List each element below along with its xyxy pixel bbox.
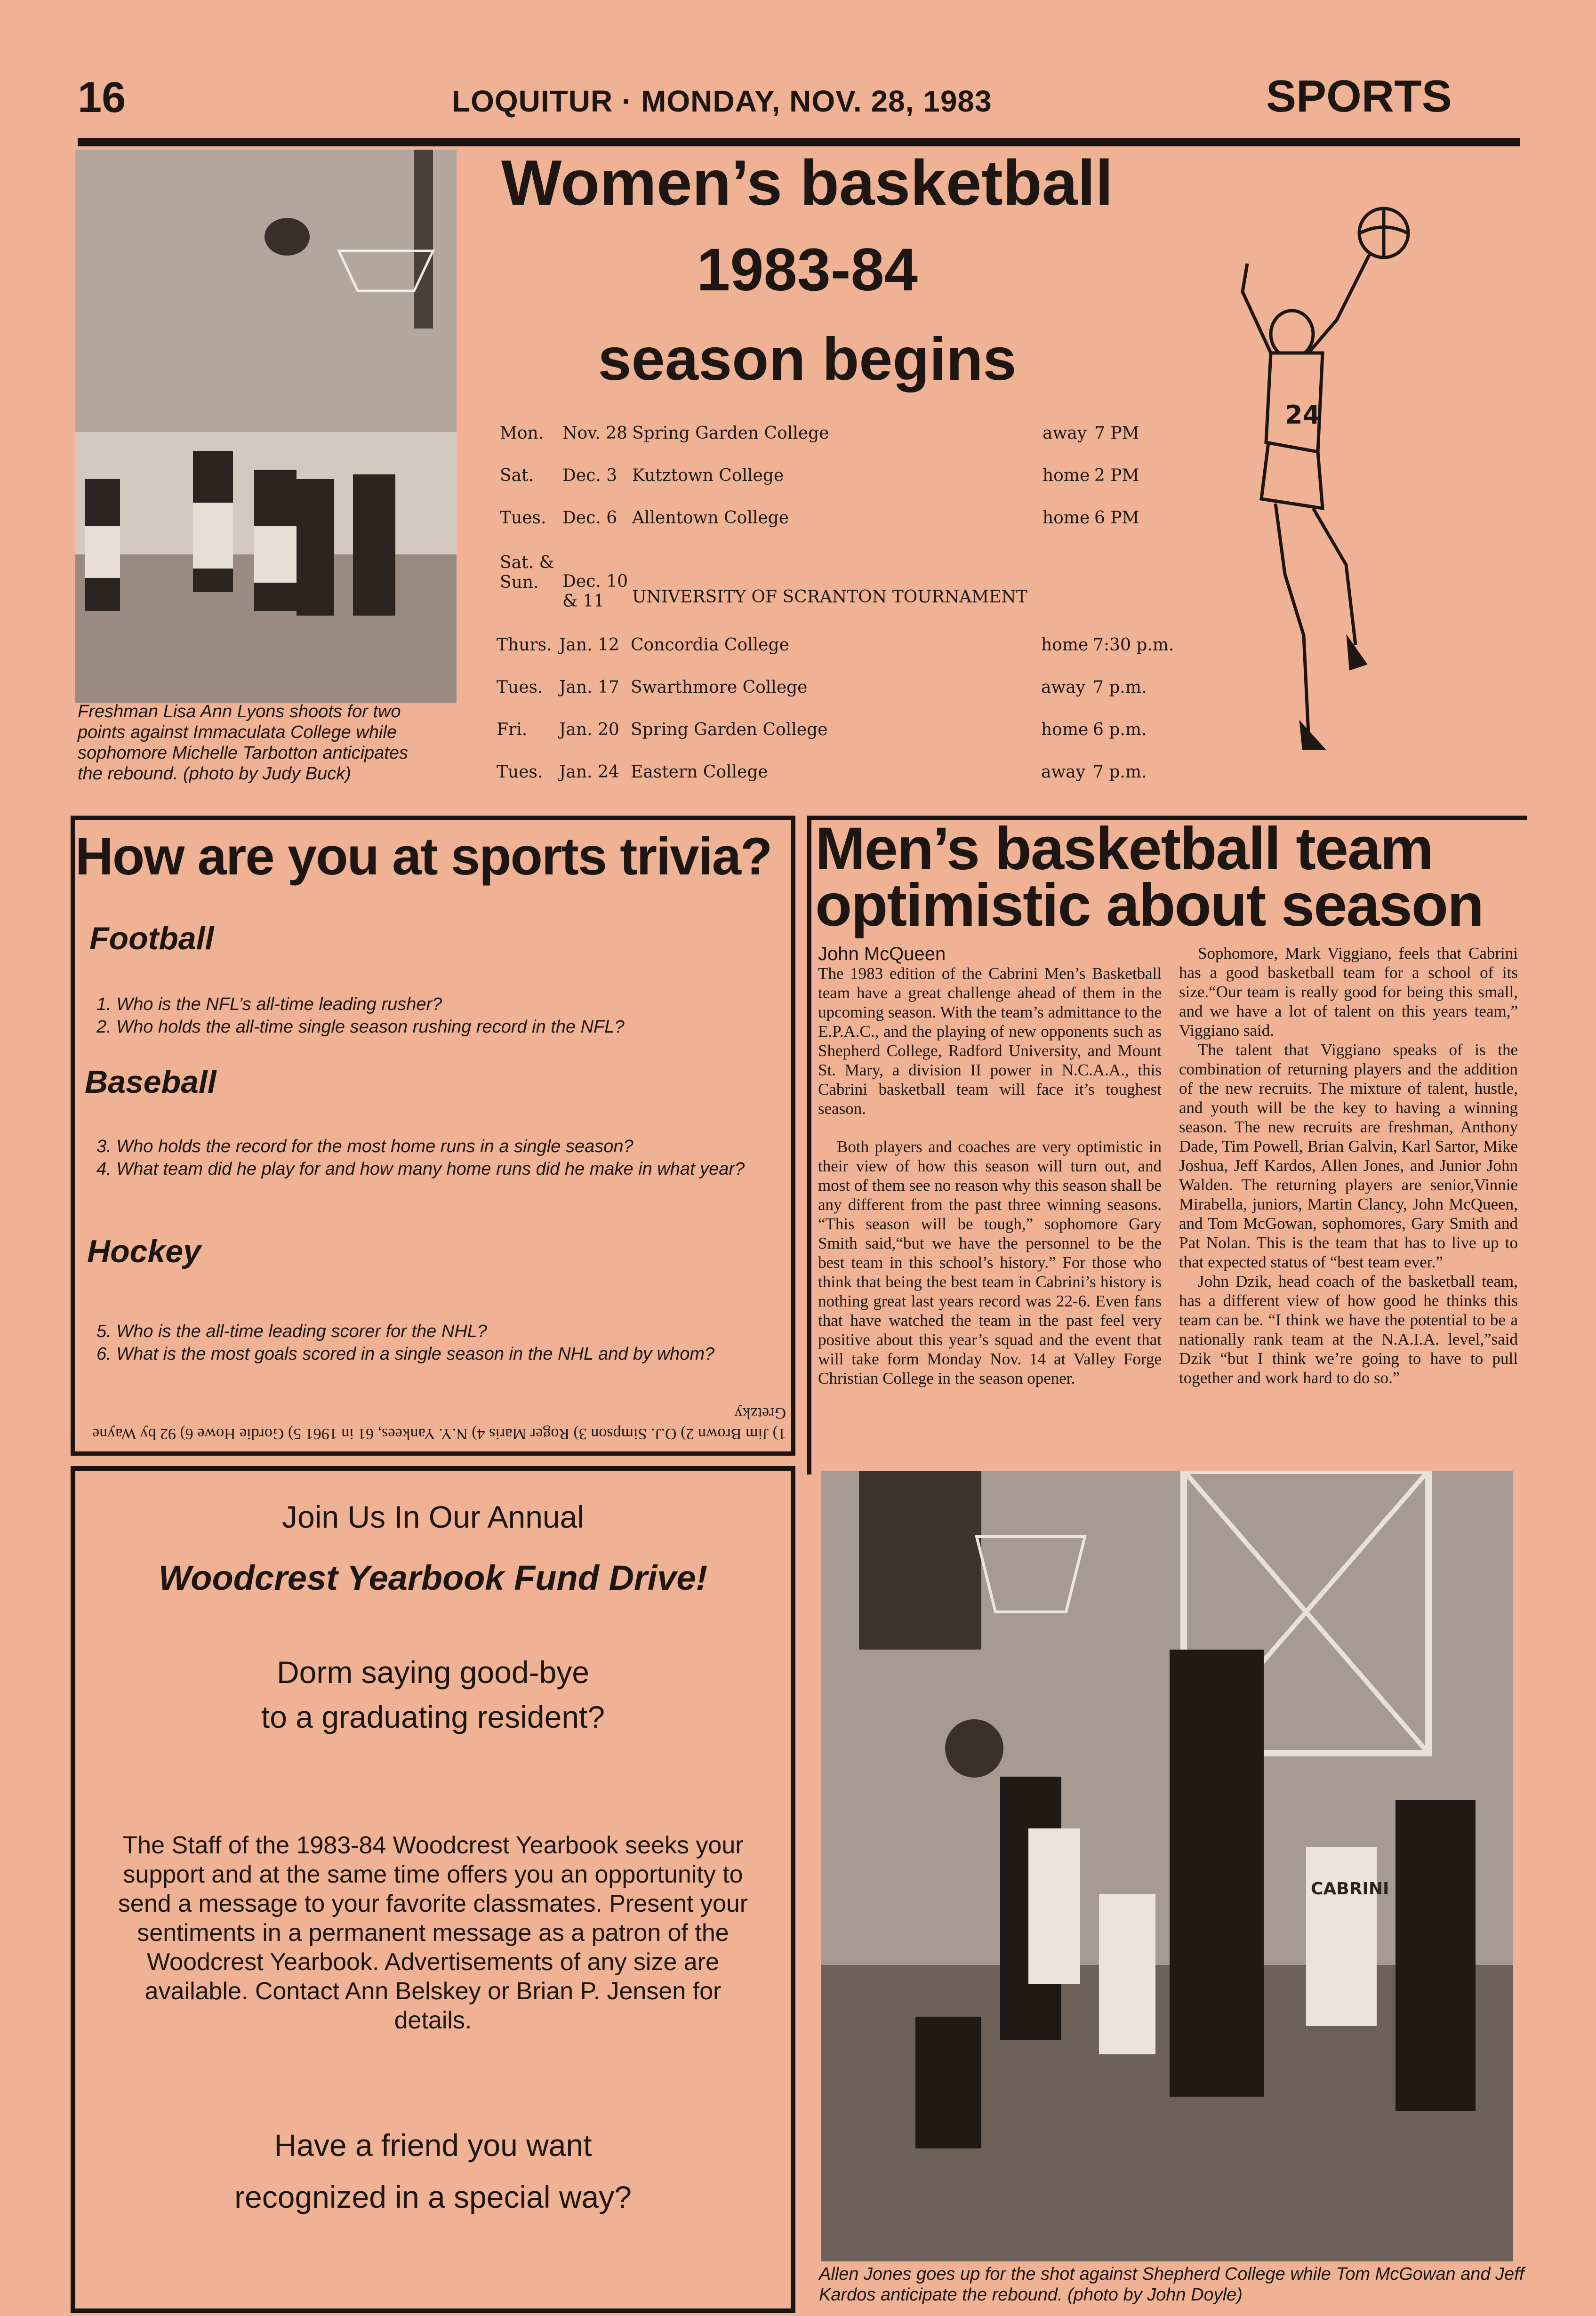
trivia-category-football: Football bbox=[89, 921, 214, 956]
schedule-date: Jan. 12 bbox=[559, 635, 619, 655]
schedule-day: Tues. bbox=[497, 762, 543, 782]
trivia-category-baseball: Baseball bbox=[85, 1064, 217, 1100]
schedule-time: 6 PM bbox=[1094, 508, 1139, 528]
men-game-photo bbox=[821, 1471, 1513, 2261]
men-headline-line2: optimistic about season bbox=[815, 872, 1484, 939]
schedule-time: 2 PM bbox=[1094, 466, 1139, 485]
trivia-question: 5. Who is the all-time leading scorer for the NHL? bbox=[96, 1322, 488, 1341]
trivia-headline: How are you at sports trivia? bbox=[75, 827, 772, 886]
schedule-date: Jan. 20 bbox=[559, 720, 619, 739]
men-article-column-1 bbox=[818, 964, 1162, 1388]
schedule-date: Jan. 24 bbox=[559, 762, 619, 782]
schedule-time: 6 p.m. bbox=[1093, 720, 1147, 739]
trivia-category-hockey: Hockey bbox=[87, 1234, 201, 1269]
ad-body: The Staff of the 1983-84 Woodcrest Yearbook seeks your support and at the same time offers you an opportunity to send a message to your favorite classmates. Present your sentiments in a permanent message as a patron of the Woodcrest Yearbook. Advertisements of any size are available. Contact Ann Belskey or Brian P. Jensen for details. bbox=[118, 1832, 748, 2034]
schedule-date: Dec. 10 & 11 bbox=[562, 572, 628, 611]
women-game-photo bbox=[75, 150, 457, 703]
ad-line-friend: Have a friend you want bbox=[274, 2128, 592, 2163]
schedule-date: Dec. 3 bbox=[562, 466, 618, 485]
schedule-where: away bbox=[1041, 678, 1086, 697]
ad-line-join: Join Us In Our Annual bbox=[281, 1499, 585, 1534]
women-headline-line3: season begins bbox=[598, 326, 1017, 393]
page-number: 16 bbox=[78, 73, 126, 121]
schedule-day: Sat. & Sun. bbox=[500, 553, 554, 592]
schedule-where: away bbox=[1043, 424, 1087, 443]
schedule-date: Dec. 6 bbox=[562, 508, 618, 528]
paragraph: The talent that Viggiano speaks of is the combination of returning players and the addition of the new recruits. The mixture of talent, hustle, and youth will be the key to having a winning season. The new recruits are freshman, Anthony Dade, Tim Powell, Brian Galvin, Karl Sartor, Mike Joshua, Jeff Kardos, Allen Jones, and Junior John Walden. The returning players are senior,Vinnie Mirabella, juniors, Martin Clancy, John McQueen, and Tom McGowan, sophomores, Gary Smith and Pat Nolan. This is the team that has to live up to that expected status of “best team ever.” bbox=[1179, 1041, 1518, 1271]
schedule-where: home bbox=[1041, 720, 1089, 739]
schedule-day: Mon. bbox=[500, 424, 544, 443]
ad-line-recognized: recognized in a special way? bbox=[234, 2180, 632, 2214]
schedule-time: 7 p.m. bbox=[1093, 762, 1147, 782]
women-photo-caption: Freshman Lisa Ann Lyons shoots for two points against Immaculata College while sophomore Michelle Tarbotton anticipates the rebound. (photo by Judy Buck) bbox=[78, 702, 408, 784]
schedule-where: home bbox=[1043, 466, 1090, 485]
men-article-column-2 bbox=[1179, 944, 1518, 1387]
schedule-day: Sat. bbox=[500, 466, 534, 485]
schedule-opponent: Swarthmore College bbox=[631, 678, 808, 697]
schedule-opponent: Kutztown College bbox=[632, 466, 784, 485]
schedule-day: Thurs. bbox=[497, 635, 552, 655]
schedule-opponent: Spring Garden College bbox=[632, 424, 829, 443]
schedule-day: Tues. bbox=[500, 508, 546, 528]
ad-headline: Woodcrest Yearbook Fund Drive! bbox=[158, 1558, 708, 1597]
schedule-opponent: UNIVERSITY OF SCRANTON TOURNAMENT bbox=[632, 587, 1027, 607]
ad-line-graduating: to a graduating resident? bbox=[261, 1699, 605, 1734]
trivia-question: 4. What team did he play for and how many home runs did he make in what year? bbox=[96, 1159, 745, 1179]
player-jersey-number: 24 bbox=[1285, 400, 1321, 430]
cabrini-jersey-text: CABRINI bbox=[1311, 1879, 1389, 1899]
women-headline-line1: Women’s basketball bbox=[501, 147, 1113, 218]
schedule-where: home bbox=[1041, 635, 1089, 655]
schedule-date: Nov. 28 bbox=[562, 424, 627, 443]
trivia-question: 6. What is the most goals scored in a single season in the NHL and by whom? bbox=[96, 1344, 715, 1364]
men-photo-caption: Allen Jones goes up for the shot against Shepherd College while Tom McGowan and Jeff Kardos anticipate the rebound. (photo by John Doyle) bbox=[819, 2264, 1524, 2305]
trivia-question: 2. Who holds the all-time single season rushing record in the NFL? bbox=[96, 1017, 625, 1037]
schedule-time: 7:30 p.m. bbox=[1093, 635, 1174, 655]
trivia-question: 3. Who holds the record for the most home runs in a single season? bbox=[96, 1137, 634, 1156]
column-divider bbox=[807, 816, 811, 1475]
trivia-answers-upside-down: 1) Jim Brown 2) O.J. Simpson 3) Roger Maris 4) N.Y. Yankees, 61 in 1961 5) Gordie Howe 6) 92 by Wayne Gretzky bbox=[92, 1404, 786, 1442]
section-label: SPORTS bbox=[1266, 71, 1452, 121]
basketball-player-illustration bbox=[1214, 198, 1431, 762]
schedule-date: Jan. 17 bbox=[559, 678, 619, 697]
paragraph: The 1983 edition of the Cabrini Men’s Basketball team have a great challenge ahead of them in the upcoming season. With the team’s admittance to the E.P.A.C., and the playing of new opponents such as Shepherd College, Radford University, and Mount St. Mary, a division II power in N.C.A.A., this Cabrini basketball team will face it’s toughest season. bbox=[818, 964, 1162, 1118]
schedule-opponent: Allentown College bbox=[632, 508, 789, 528]
byline: John McQueen bbox=[818, 944, 946, 964]
paragraph: John Dzik, head coach of the basketball team, has a different view of how good he thinks this team can be. “I think we have the potential to be a nationally rank team at the N.A.I.A. level,”said Dzik “but I think we’re going to have to pull together and work hard to do so.” bbox=[1179, 1272, 1518, 1387]
men-headline-line1: Men’s basketball team bbox=[815, 815, 1433, 882]
schedule-where: away bbox=[1041, 762, 1086, 782]
paragraph: Both players and coaches are very optimistic in their view of how this season will turn out, and most of them see no reason why this season shall be any different from the past three winning seasons. “This season will be tough,” sophomore Gary Smith said,“but we have the personnel to be the best team in this school’s history.” For those who think that being the best team in Cabrini’s history is nothing great last years record was 22-6. Even fans that have watched the team in the past feel very positive about this year’s squad and the event that will take form Monday Nov. 14 at Valley Forge Christian College in the season opener. bbox=[818, 1138, 1162, 1387]
trivia-question: 1. Who is the NFL’s all-time leading rusher? bbox=[96, 994, 442, 1014]
women-headline-line2: 1983-84 bbox=[697, 236, 918, 304]
ad-line-dorm: Dorm saying good-bye bbox=[277, 1655, 589, 1690]
schedule-time: 7 PM bbox=[1094, 424, 1139, 443]
schedule-time: 7 p.m. bbox=[1093, 678, 1147, 697]
paragraph: Sophomore, Mark Viggiano, feels that Cabrini has a good basketball team for a school of its size.“Our team is really good for being this small, and we have a lot of talent on this years team,” Viggiano said. bbox=[1179, 944, 1518, 1040]
schedule-where: home bbox=[1043, 508, 1090, 528]
masthead-title: LOQUITUR · MONDAY, NOV. 28, 1983 bbox=[452, 84, 992, 118]
schedule-opponent: Concordia College bbox=[631, 635, 789, 655]
schedule-day: Tues. bbox=[497, 678, 543, 697]
schedule-opponent: Spring Garden College bbox=[631, 720, 828, 739]
schedule-opponent: Eastern College bbox=[631, 762, 768, 782]
schedule-day: Fri. bbox=[497, 720, 528, 739]
top-rule bbox=[78, 138, 1520, 146]
